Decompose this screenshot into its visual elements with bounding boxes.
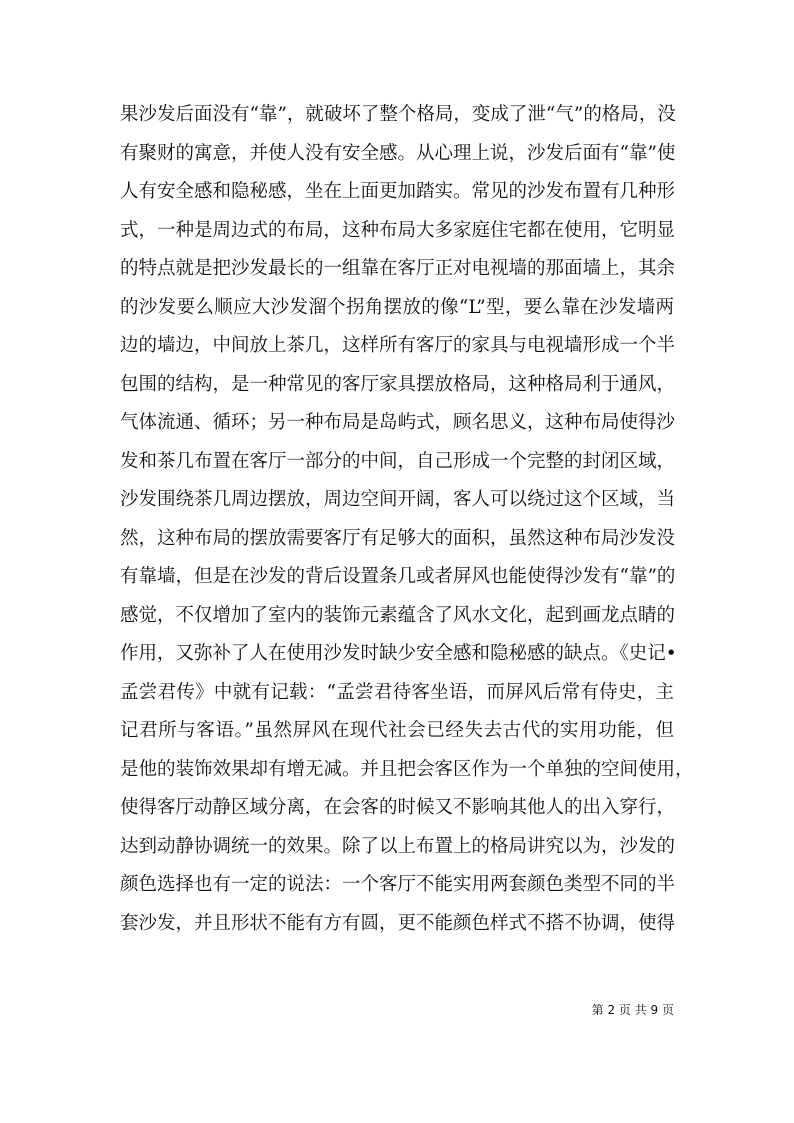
text-line: 达到动静协调统一的效果。除了以上布置上的格局讲究以为，沙发的 — [120, 835, 676, 857]
text-line: 包围的结构，是一种常见的客厅家具摆放格局，这种格局利于通风， — [120, 373, 676, 395]
text-line: 沙发围绕茶几周边摆放，周边空间开阔，客人可以绕过这个区域，当 — [120, 489, 676, 510]
text-line: 式，一种是周边式的布局，这种布局大多家庭住宅都在使用，它明显 — [120, 219, 676, 241]
text-line: 使得客厅动静区域分离，在会客的时候又不影响其他人的出入穿行， — [120, 797, 676, 818]
text-line: 边的墙边，中间放上茶几，这样所有客厅的家具与电视墙形成一个半 — [120, 335, 676, 356]
text-line: 有聚财的寓意，并使人没有安全感。从心理上说，沙发后面有“靠”使 — [120, 142, 676, 164]
text-line: 气体流通、循环；另一种布局是岛屿式，顾名思义，这种布局使得沙 — [120, 412, 676, 433]
text-line: 感觉，不仅增加了室内的装饰元素蕴含了风水文化，起到画龙点睛的 — [120, 604, 676, 626]
text-line: 记君所与客语。”虽然屏风在现代社会已经失去古代的实用功能，但 — [120, 720, 674, 741]
text-line: 人有安全感和隐秘感，坐在上面更加踏实。常见的沙发布置有几种形 — [120, 181, 676, 202]
body-paragraph — [120, 96, 694, 943]
text-line: 作用，又弥补了人在使用沙发时缺少安全感和隐秘感的缺点。《史记• — [120, 643, 677, 664]
text-line: 发和茶几布置在客厅一部分的中间，自己形成一个完整的封闭区域， — [120, 450, 676, 472]
text-line: 果沙发后面没有“靠”，就破坏了整个格局，变成了泄“气”的格局，没 — [120, 104, 676, 125]
text-line: 的特点就是把沙发最长的一组靠在客厅正对电视墙的那面墙上，其余 — [120, 258, 676, 279]
text-line: 然，这种布局的摆放需要客厅有足够大的面积，虽然这种布局沙发没 — [120, 527, 676, 549]
text-line: 的沙发要么顺应大沙发溜个拐角摆放的像“L”型，要么靠在沙发墙两 — [120, 296, 674, 318]
text-line: 是他的装饰效果却有增无减。并且把会客区作为一个单独的空间使用， — [120, 758, 694, 780]
page-number: 第 2 页 共 9 页 — [591, 1003, 674, 1017]
text-line: 套沙发，并且形状不能有方有圆，更不能颜色样式不搭不协调，使得 — [120, 912, 676, 934]
text-line: 孟尝君传》中就有记载：“孟尝君待客坐语，而屏风后常有侍史，主 — [120, 681, 674, 703]
text-line: 颜色选择也有一定的说法：一个客厅不能实用两套颜色类型不同的半 — [120, 874, 676, 895]
text-line: 有靠墙，但是在沙发的背后设置条几或者屏风也能使得沙发有“靠”的 — [120, 566, 676, 587]
